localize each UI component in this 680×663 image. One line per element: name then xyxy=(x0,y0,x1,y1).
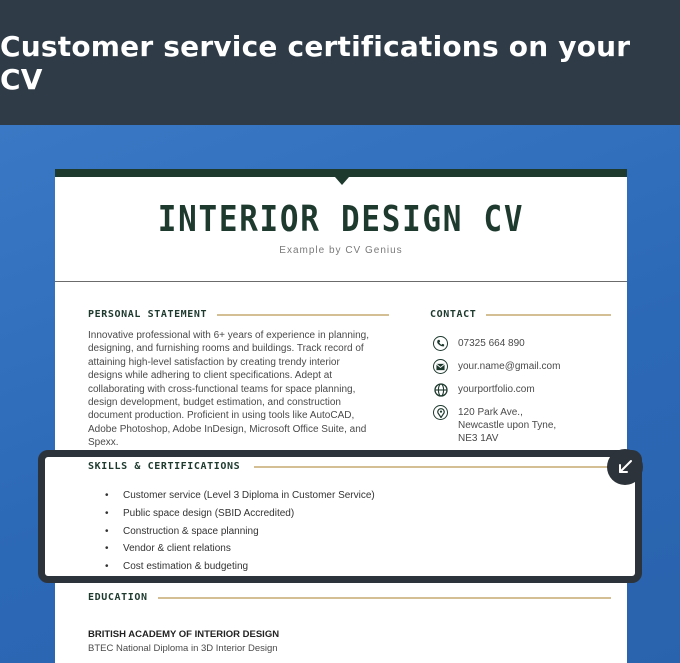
address-line-2: Newcastle upon Tyne, xyxy=(458,420,557,431)
skill-item: • Public space design (SBID Accredited) xyxy=(105,507,375,525)
section-rule xyxy=(217,314,389,316)
address-line-1: 120 Park Ave., xyxy=(458,407,523,418)
collapse-button[interactable] xyxy=(607,449,643,485)
collapse-arrow-icon xyxy=(617,459,633,475)
contact-website xyxy=(433,382,535,397)
section-rule xyxy=(158,597,611,599)
cv-notch xyxy=(335,177,349,185)
skill-item: • Construction & space planning xyxy=(105,525,375,543)
phone-icon xyxy=(433,336,448,351)
globe-icon xyxy=(433,382,448,397)
cv-top-bar xyxy=(55,169,627,177)
personal-statement-text: Innovative professional with 6+ years of experience in planning, designing, and furnishing rooms and buildings. Track record of attaining high-level satisfaction by creating trendy interior designs while adhering to client specifications. Adept at collaborating with cross-functional teams for space planning, design development, budget estimation, and construction document production. Proficient in using tools like AutoCAD, Adobe Photoshop, Adobe InDesign, Microsoft Office Suite, and Spexx. xyxy=(88,330,370,449)
email-icon xyxy=(433,359,448,374)
cv-divider xyxy=(55,281,627,282)
contact-heading: CONTACT xyxy=(430,309,477,320)
section-rule xyxy=(254,466,636,468)
skills-header xyxy=(88,461,636,472)
page-title: Customer service certifications on your CV xyxy=(0,29,631,96)
contact-phone-text: 07325 664 890 xyxy=(458,338,525,349)
education-header xyxy=(88,592,611,603)
cv-document xyxy=(55,169,627,663)
skill-item: • Vendor & client relations xyxy=(105,542,375,560)
location-pin-icon xyxy=(433,405,448,420)
skill-item: • Customer service (Level 3 Diploma in Customer Service) xyxy=(105,489,375,507)
skills-list xyxy=(105,489,375,578)
education-degree: BTEC National Diploma in 3D Interior Design xyxy=(88,643,278,654)
personal-statement-heading: PERSONAL STATEMENT xyxy=(88,309,208,320)
contact-phone xyxy=(433,336,525,351)
cv-subtitle: Example by CV Genius xyxy=(279,245,403,256)
contact-address xyxy=(433,405,556,445)
contact-website-text: yourportfolio.com xyxy=(458,384,535,395)
cv-title: INTERIOR DESIGN CV xyxy=(157,199,525,240)
contact-email-text: your.name@gmail.com xyxy=(458,361,561,372)
skills-heading: SKILLS & CERTIFICATIONS xyxy=(88,461,241,472)
header-band xyxy=(0,0,680,125)
section-rule xyxy=(486,314,611,316)
contact-address-text xyxy=(458,406,556,445)
education-heading: EDUCATION xyxy=(88,592,148,603)
contact-header xyxy=(430,309,611,320)
personal-statement-header xyxy=(88,309,389,320)
address-line-3: NE3 1AV xyxy=(458,433,499,444)
education-institution: BRITISH ACADEMY OF INTERIOR DESIGN xyxy=(88,629,280,640)
skill-item: • Cost estimation & budgeting xyxy=(105,560,375,578)
contact-email xyxy=(433,359,560,374)
